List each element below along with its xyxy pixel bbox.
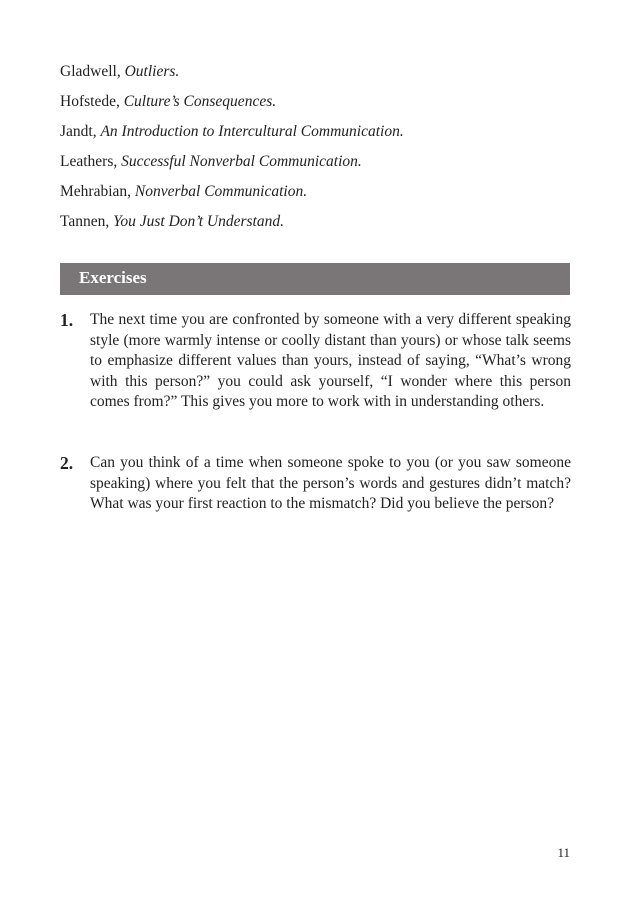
reference-author: Leathers, bbox=[60, 153, 122, 170]
reference-item bbox=[60, 212, 580, 242]
reference-title: Culture’s Consequences. bbox=[123, 93, 277, 110]
reference-item bbox=[60, 182, 580, 212]
exercise-item bbox=[60, 453, 571, 515]
reference-author: Hofstede, bbox=[60, 93, 124, 110]
page-number: 11 bbox=[557, 845, 570, 860]
exercise-text: The next time you are confronted by someone with a very different speaking style (more warmly intense or coolly distant than yours) or whose talk seems to emphasize different values than yours, instead of saying, “What’s wrong with this person?” you could ask yourself, “I wonder where this person comes from?” This gives you more to work with in understanding others. bbox=[90, 311, 571, 410]
reference-author: Tannen, bbox=[60, 213, 114, 230]
exercise-number: 1. bbox=[60, 310, 74, 330]
reference-title: An Introduction to Intercultural Communication. bbox=[100, 123, 404, 140]
exercise-number: 2. bbox=[60, 453, 74, 473]
reference-list bbox=[60, 62, 580, 242]
exercise-item bbox=[60, 310, 571, 413]
section-heading: Exercises bbox=[79, 268, 147, 287]
reference-author: Gladwell, bbox=[60, 63, 125, 80]
reference-author: Mehrabian, bbox=[60, 183, 135, 200]
reference-title: Outliers. bbox=[124, 63, 180, 80]
reference-item bbox=[60, 62, 580, 92]
exercise-text: Can you think of a time when someone spoke to you (or you saw someone speaking) where you felt that the person’s words and gestures didn’t match? What was your first reaction to the mismatch? Did you believe the person? bbox=[90, 454, 571, 512]
reference-title: You Just Don’t Understand. bbox=[113, 213, 284, 230]
exercises-section-header bbox=[60, 263, 570, 295]
reference-author: Jandt, bbox=[60, 123, 101, 140]
reference-item bbox=[60, 152, 580, 182]
reference-item bbox=[60, 122, 580, 152]
reference-title: Successful Nonverbal Communication. bbox=[121, 153, 362, 170]
reference-title: Nonverbal Communication. bbox=[134, 183, 308, 200]
reference-item bbox=[60, 92, 580, 122]
